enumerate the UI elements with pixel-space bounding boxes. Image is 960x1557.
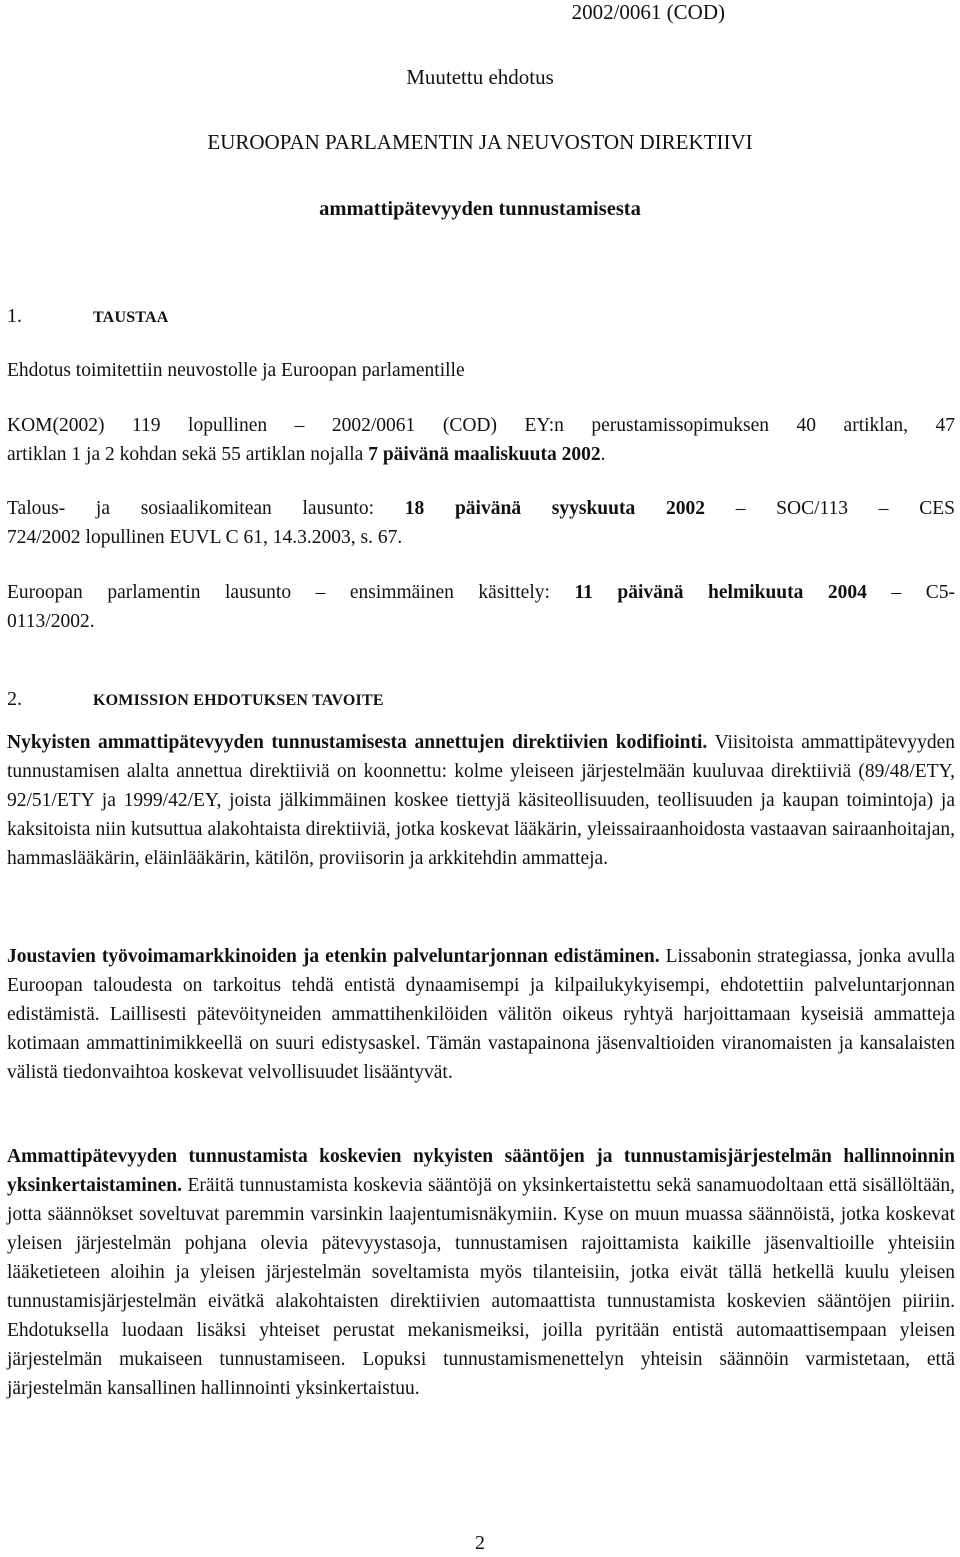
text-span: – C5- (866, 582, 956, 603)
page-number: 2 (475, 1532, 485, 1554)
paragraph (7, 494, 955, 552)
document-subtitle: Muutettu ehdotus (406, 65, 554, 89)
section-number: 2. (7, 688, 22, 710)
paragraph-body: Eräitä tunnustamista koskevia sääntöjä on yksinkertaistettu sekä sanamuodoltaan että sisällöltään, jotta säännökset soveltuvat paremmin varsinkin laajentumisnäkymiin. Kyse on muun muassa säännöistä, jotka koskevat yleisen järjestelmän pohjana olevia pätevyystasoja, tunnustamisen rajoittamista kaikille jäsenvaltioille yhteisiin lääketieteen aloihin ja yleisen järjestelmän soveltamista myös tilanteisiin, jotka eivät tällä hetkellä kuulu yleisen tunnustamisjärjestelmän eivätkä alakohtaisten direktiivien automaattista tunnustamista koskevien sääntöjen piiriin. Ehdotuksella luodaan lisäksi yhteiset perustat mekanismeiksi, joilla pyritään entistä automaattisempaan yleisen järjestelmän mukaiseen tunnustamiseen. Lopuksi tunnustamismenettelyn yhteisin säännöin varmistetaan, että järjestelmän kansallinen hallinnointi yksinkertaistuu. (7, 1175, 956, 1399)
text-line: 724/2002 lopullinen EUVL C 61, 14.3.2003, s. 67. (7, 527, 403, 548)
paragraph (7, 411, 955, 469)
paragraph (7, 942, 955, 1087)
text-span: – SOC/113 – CES (704, 498, 956, 519)
bold-date: 7 päivänä maaliskuuta 2002 (368, 444, 601, 465)
paragraph-lead: Nykyisten ammattipätevyyden tunnustamisesta annettujen direktiivien kodifiointi. (7, 732, 708, 753)
paragraph-lead: Ammattipätevyyden tunnustamista koskevien nykyisten sääntöjen ja tunnustamisjärjestelmän hallinnoinnin yksinkertaistaminen. (7, 1146, 955, 1196)
paragraph-body: Lissabonin strategiassa, jonka avulla Euroopan taloudesta on tarkoitus tehdä entistä dynaamisempi ja kilpailukykyisempi, ehdotettiin palveluntarjonnan edistämistä. Laillisesti pätevöityneiden ammattihenkilöiden välitön oikeus ryhtyä harjoittamaan kyseisiä ammatteja kotimaan ammattinimikkeellä on suuri edistysaskel. Tämän vastapainona jäsenvaltioiden viranomaisten ja kansalaisten välistä tiedonvaihtoa koskevat velvollisuudet lisääntyvät. (7, 946, 955, 1083)
text-line: 0113/2002. (7, 611, 95, 632)
section-number: 1. (7, 305, 22, 327)
paragraph (7, 578, 955, 636)
paragraph-lead: Joustavien työvoimamarkkinoiden ja etenkin palveluntarjonnan edistäminen. (7, 946, 660, 967)
text-line: KOM(2002) 119 lopullinen – 2002/0061 (COD) EY:n perustamissopimuksen 40 artiklan, 47 (7, 415, 955, 436)
document-topic: ammattipätevyyden tunnustamisesta (319, 198, 641, 220)
section-title: TAUSTAA (93, 309, 169, 326)
paragraph (7, 728, 955, 873)
text-span: artiklan 1 ja 2 kohdan sekä 55 artiklan nojalla (7, 444, 369, 465)
paragraph: Ehdotus toimitettiin neuvostolle ja Euroopan parlamentille (7, 360, 465, 381)
bold-date: 18 päivänä syyskuuta 2002 (404, 498, 705, 519)
text-span: Euroopan parlamentin lausunto – ensimmäinen käsittely: (7, 582, 575, 603)
text-line (7, 444, 606, 465)
text-line (7, 494, 955, 523)
document-title: EUROOPAN PARLAMENTIN JA NEUVOSTON DIREKTIIVI (207, 130, 753, 154)
text-span: Talous- ja sosiaalikomitean lausunto: (7, 498, 405, 519)
bold-date: 11 päivänä helmikuuta 2004 (574, 582, 867, 603)
text-span: . (600, 444, 606, 465)
section-title: KOMISSION EHDOTUKSEN TAVOITE (93, 692, 384, 709)
document-code: 2002/0061 (COD) (571, 0, 725, 24)
paragraph (7, 1142, 955, 1403)
paragraph-body: Viisitoista ammattipätevyyden tunnustamisen alalta annettua direktiiviä on koonnettu: kolme yleiseen järjestelmään kuuluvaa direktiiviä (89/48/ETY, 92/51/ETY ja 1999/42/EY, joista jälkimmäinen koskee tiettyjä käsiteollisuuden, teollisuuden ja kaupan toimintoja) ja kaksitoista niin kutsuttua alakohtaista direktiiviä, jotka koskevat lääkärin, yleissairaanhoidosta vastaavan sairaanhoitajan, hammaslääkärin, eläinlääkärin, kätilön, proviisorin ja arkkitehdin ammatteja. (7, 732, 956, 869)
text-line (7, 578, 955, 607)
